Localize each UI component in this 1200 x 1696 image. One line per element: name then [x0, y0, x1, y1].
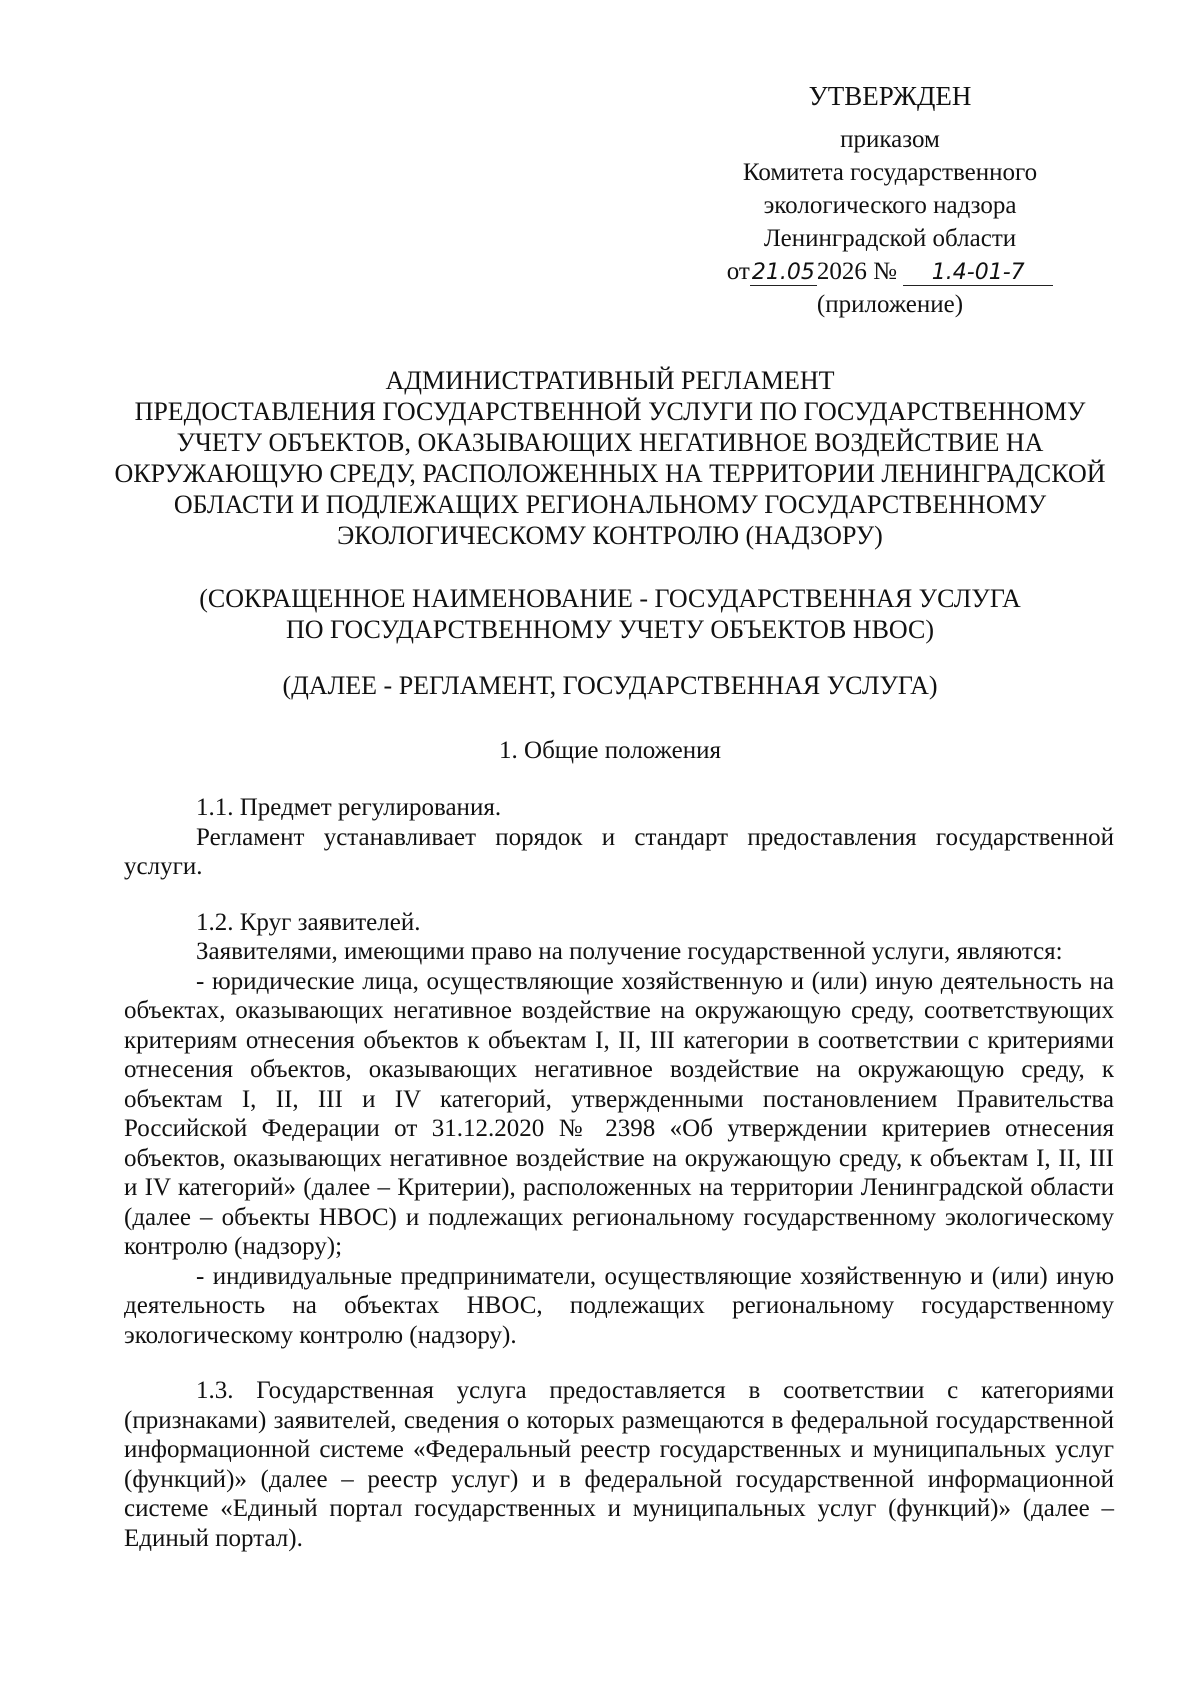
section-heading: 1. Общие положения: [499, 737, 721, 764]
title-line: УЧЕТУ ОБЪЕКТОВ, ОКАЗЫВАЮЩИХ НЕГАТИВНОЕ ВОЗДЕЙСТВИЕ НА: [176, 428, 1044, 457]
regulation-title: [110, 365, 1110, 551]
approval-heading: УТВЕРЖДЕН: [808, 81, 972, 111]
clause-1-2-item: - юридические лица, осуществляющие хозяйственную и (или) иную деятельность на объектах, оказывающих негативное воздействие на окружающую среду, соответствующих критериям отнесения объектов к объектам I, II, III категории в соответствии с критериями отнесения объектов, оказывающих негативное воздействие на окружающую среду, к объектам I, II, III и IV категорий, утвержденными постановлением Правительства Российской Федерации от 31.12.2020 № 2398 «Об утверждении критериев отнесения объектов, оказывающих негативное воздействие на окружающую среду, к объектам I, II, III и IV категорий» (далее – Критерии), расположенных на территории Ленинградской области (далее – объекты НВОС) и подлежащих региональному государственному экологическому контролю (надзору);: [124, 967, 1114, 1260]
title-line: АДМИНИСТРАТИВНЫЙ РЕГЛАМЕНТ: [385, 366, 835, 395]
approval-line: приказом: [840, 126, 940, 153]
approval-line: Комитета государственного: [742, 159, 1038, 186]
title-line: ПРЕДОСТАВЛЕНИЯ ГОСУДАРСТВЕННОЙ УСЛУГИ ПО ГОСУДАРСТВЕННОМУ: [134, 397, 1086, 426]
section-body: [124, 793, 1114, 1553]
handwritten-number: 1.4-01-7: [903, 261, 1053, 286]
hereinafter-line: (ДАЛЕЕ - РЕГЛАМЕНТ, ГОСУДАРСТВЕННАЯ УСЛУГА): [282, 671, 938, 700]
handwritten-date: 21.05: [751, 260, 815, 285]
title-line: ОБЛАСТИ И ПОДЛЕЖАЩИХ РЕГИОНАЛЬНОМУ ГОСУДАРСТВЕННОМУ: [173, 490, 1047, 519]
date-prefix: от: [726, 258, 750, 285]
short-name-line: (СОКРАЩЕННОЕ НАИМЕНОВАНИЕ - ГОСУДАРСТВЕННАЯ УСЛУГА: [199, 584, 1021, 613]
clause-1-2-title: 1.2. Круг заявителей.: [196, 908, 421, 936]
approval-line: Ленинградской области: [763, 225, 1017, 252]
clause-1-1-title: 1.1. Предмет регулирования.: [196, 794, 502, 821]
short-name-line: ПО ГОСУДАРСТВЕННОМУ УЧЕТУ ОБЪЕКТОВ НВОС): [285, 615, 935, 644]
clause-1-3-text: 1.3. Государственная услуга предоставляется в соответствии с категориями (признаками) заявителей, сведения о которых размещаются в федеральной государственной информационной системе «Федеральный реестр государственных и муниципальных услуг (функций)» (далее – реестр услуг) и в федеральной государственной информационной системе «Единый портал государственных и муниципальных услуг (функций)» (далее – Единый портал).: [124, 1377, 1114, 1552]
approval-block: [680, 80, 1100, 321]
number-sign: №: [873, 258, 897, 285]
clause-1-2-intro: Заявителями, имеющими право на получение государственной услуги, являются:: [196, 938, 1063, 965]
title-line: ОКРУЖАЮЩУЮ СРЕДУ, РАСПОЛОЖЕННЫХ НА ТЕРРИТОРИИ ЛЕНИНГРАДСКОЙ: [114, 459, 1106, 488]
approval-date-line: [680, 255, 1100, 288]
approval-appendix: (приложение): [816, 291, 964, 318]
approval-line: экологического надзора: [763, 192, 1017, 219]
clause-1-1-text: Регламент устанавливает порядок и стандарт предоставления государственной услуги.: [124, 823, 1114, 880]
short-name-block: [110, 583, 1110, 645]
title-line: ЭКОЛОГИЧЕСКОМУ КОНТРОЛЮ (НАДЗОРУ): [337, 521, 883, 550]
date-year: 2026: [816, 258, 867, 285]
clause-1-2-item: - индивидуальные предприниматели, осуществляющие хозяйственную и (или) иную деятельность на объектах НВОС, подлежащих региональному государственному экологическому контролю (надзору).: [124, 1262, 1114, 1349]
